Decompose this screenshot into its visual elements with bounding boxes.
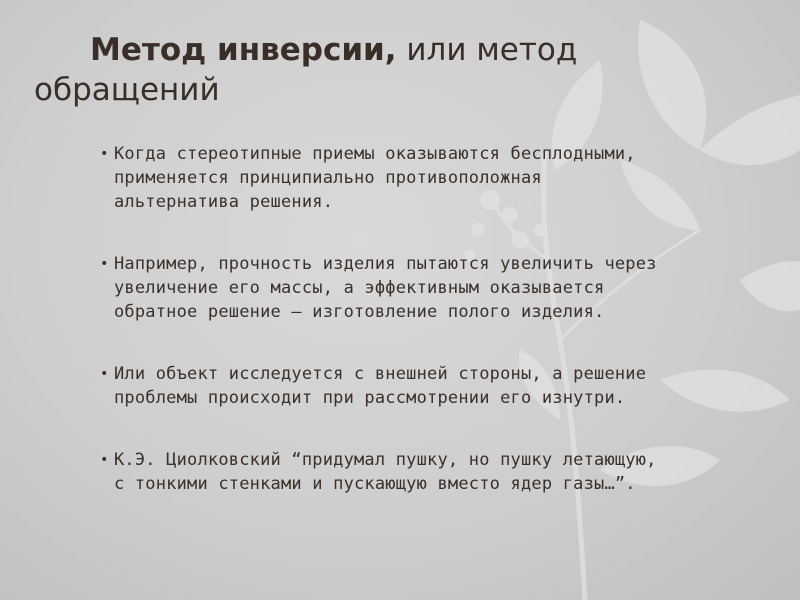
bullet-text: Или объект исследуется с внешней стороны, а решение проблемы происходит при рассмотрении его изнутри. <box>114 364 647 408</box>
title-bold-part: Метод инверсии, <box>90 32 397 68</box>
bullet-text: Например, прочность изделия пытаются увеличить через увеличение его массы, а эффективным оказывается обратное решение — изготовление полого изделия. <box>114 254 657 322</box>
bullet-dot-icon: • <box>100 366 109 382</box>
slide-title <box>34 30 734 110</box>
bullet-dot-icon: • <box>100 146 109 162</box>
bullet-dot-icon: • <box>100 256 109 272</box>
title-regular-part: или метод <box>396 32 578 68</box>
title-second-line: обращений <box>34 72 220 108</box>
bullet-list <box>100 142 780 496</box>
bullet-text: Когда стереотипные приемы оказываются бесплодными, применяется принципиально противоположная альтернатива решения. <box>114 144 636 212</box>
bullet-item-3 <box>100 362 780 410</box>
bullet-text: К.Э. Циолковский “придумал пушку, но пушку летающую, с тонкими стенками и пускающую вместо ядер газы…”. <box>114 450 657 494</box>
bullet-item-4 <box>100 448 780 496</box>
bullet-item-1 <box>100 142 780 214</box>
bullet-dot-icon: • <box>100 452 109 468</box>
bullet-item-2 <box>100 252 780 324</box>
title-first-line <box>34 32 577 68</box>
